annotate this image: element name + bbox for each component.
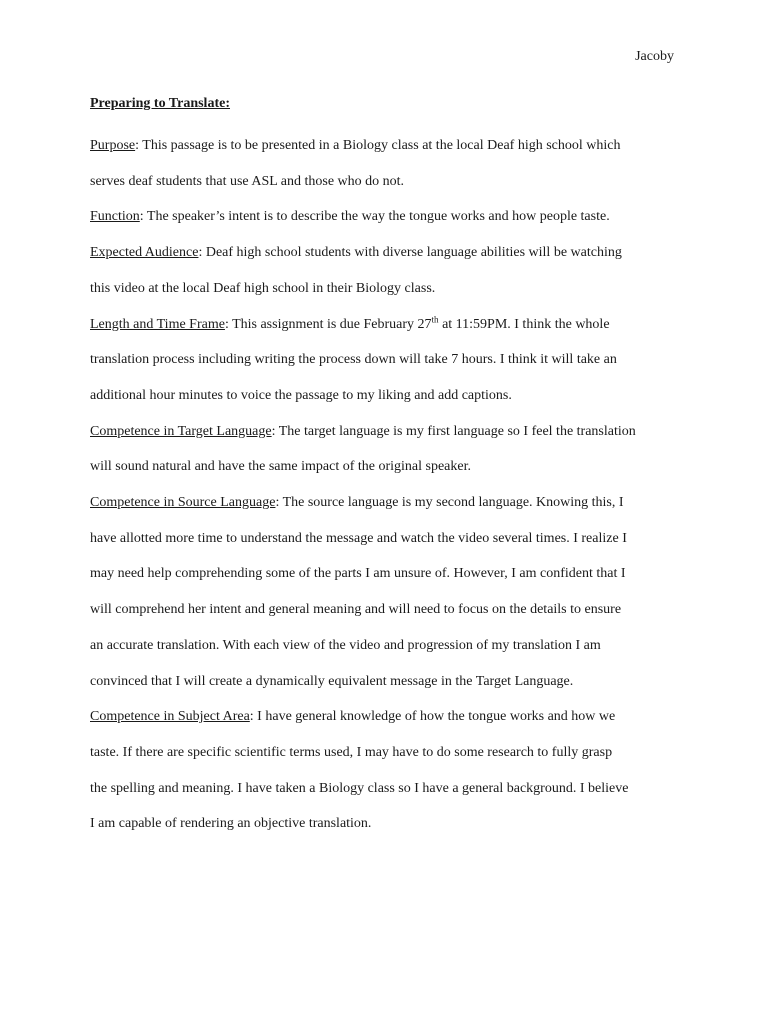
section-line: convinced that I will create a dynamically equivalent message in the Target Language.: [90, 673, 574, 689]
section-line: [90, 199, 690, 235]
section-text: : This passage is to be presented in a Biology class at the local Deaf high school which: [135, 138, 621, 153]
section-text: : I have general knowledge of how the tongue works and how we: [249, 709, 616, 725]
section-label-purpose: Purpose: [90, 138, 136, 153]
section-line: the spelling and meaning. I have taken a Biology class so I have a general background. I believe: [90, 780, 629, 796]
section-line: translation process including writing the process down will take 7 hours. I think it will take an: [90, 352, 617, 368]
section-line: taste. If there are specific scientific terms used, I may have to do some research to fully grasp: [90, 744, 613, 760]
section-text: at 11:59PM. I think the whole: [438, 316, 610, 332]
section-label-competence-subject-area: Competence in Subject Area: [90, 709, 250, 725]
section-competence-source-language: [90, 485, 690, 699]
section-label-expected-audience: Expected Audience: [90, 245, 199, 261]
section-line: [90, 699, 690, 735]
section-text: : The source language is my second language. Knowing this, I: [275, 495, 624, 511]
section-text: : The speaker’s intent is to describe the way the tongue works and how people taste.: [139, 209, 610, 225]
ordinal-superscript: th: [431, 313, 439, 324]
section-line: have allotted more time to understand the message and watch the video several times. I realize I: [90, 530, 627, 546]
section-length-time-frame: [90, 307, 690, 414]
section-line: this video at the local Deaf high school in their Biology class.: [90, 280, 436, 296]
section-line: [90, 235, 690, 271]
section-line: [90, 485, 690, 521]
section-line: [90, 414, 690, 450]
section-competence-subject-area: [90, 699, 690, 842]
section-line: an accurate translation. With each view of the video and progression of my translation I am: [90, 637, 601, 653]
section-line: will sound natural and have the same impact of the original speaker.: [90, 459, 471, 475]
section-competence-target-language: [90, 414, 690, 485]
section-text: : The target language is my first language so I feel the translation: [271, 423, 636, 439]
section-purpose: [90, 128, 690, 199]
section-line: serves deaf students that use ASL and those who do not.: [90, 173, 405, 189]
section-line: additional hour minutes to voice the passage to my liking and add captions.: [90, 387, 512, 403]
document-body: [90, 92, 690, 842]
running-header-author: Jacoby: [635, 49, 674, 64]
section-text: : Deaf high school students with diverse language abilities will be watching: [198, 245, 622, 261]
section-text: : This assignment is due February 27: [224, 316, 432, 332]
section-function: [90, 199, 690, 235]
section-line: will comprehend her intent and general meaning and will need to focus on the details to ensure: [90, 602, 622, 618]
document-title: Preparing to Translate:: [90, 96, 230, 111]
section-line: may need help comprehending some of the parts I am unsure of. However, I am confident that I: [90, 566, 626, 582]
section-label-length-time-frame: Length and Time Frame: [90, 316, 225, 332]
section-expected-audience: [90, 235, 690, 306]
section-label-competence-source-language: Competence in Source Language: [90, 495, 276, 511]
section-label-function: Function: [90, 209, 140, 225]
section-line: [90, 307, 690, 343]
section-label-competence-target-language: Competence in Target Language: [90, 423, 272, 439]
section-line: I am capable of rendering an objective translation.: [90, 816, 372, 832]
section-line: [90, 128, 690, 164]
